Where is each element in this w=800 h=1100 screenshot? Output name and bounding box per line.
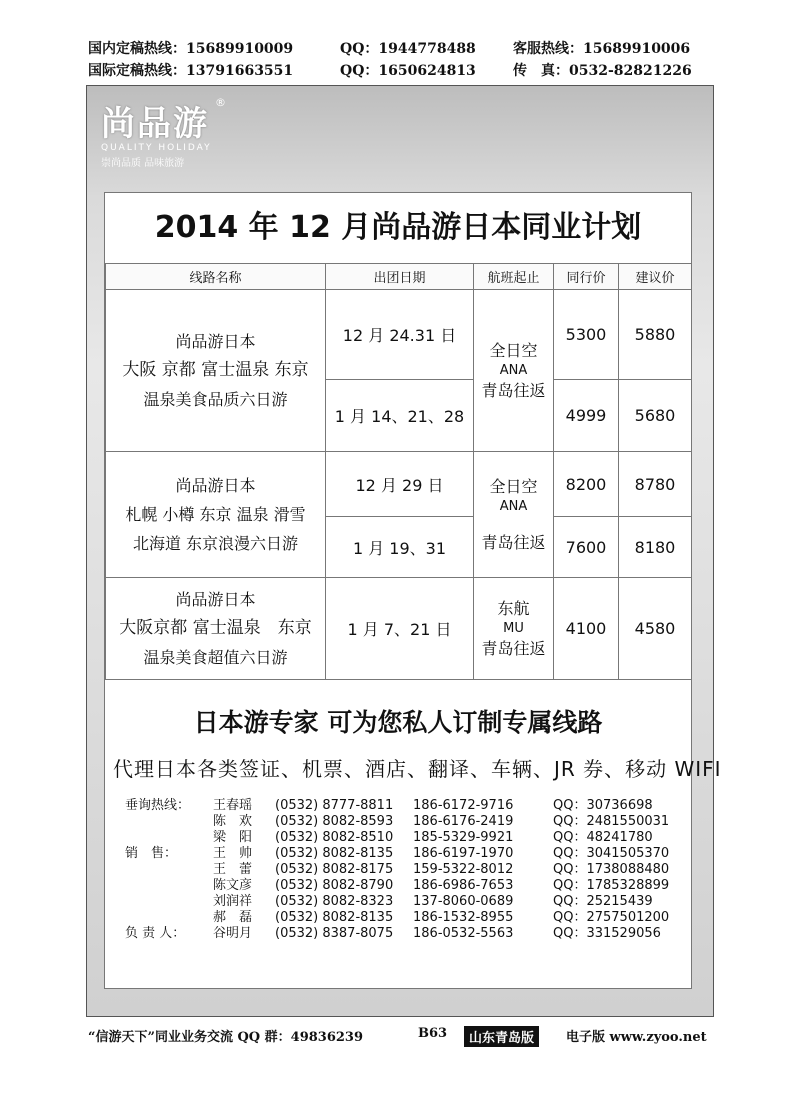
qq-group: “信游天下”同业业务交流 QQ 群：49836239: [88, 1030, 364, 1045]
peer-price: 5300: [554, 290, 619, 380]
intl-hotline: 国际定稿热线：13791663551: [88, 63, 294, 79]
plan-table: [105, 263, 692, 680]
contact-role: [125, 814, 213, 830]
edition-badge: 山东青岛版: [464, 1026, 539, 1047]
contact-table: [125, 798, 673, 942]
contact-qq: QQ：3041505370: [553, 846, 670, 861]
contact-tel: (0532) 8082-8790: [275, 878, 394, 893]
flight-cell: [474, 452, 554, 578]
table-row: [125, 910, 673, 926]
contact-qq: QQ：30736698: [553, 798, 653, 813]
brand-logo: [101, 96, 226, 169]
plan-card: [104, 192, 722, 989]
contact-qq: QQ：2757501200: [553, 910, 670, 925]
table-row: [125, 798, 673, 814]
contact-qq: QQ：1785328899: [553, 878, 670, 893]
qq-2: QQ：1650624813: [340, 63, 476, 79]
col-peer-price: 同行价: [554, 264, 619, 290]
qq-1: QQ：1944778488: [340, 41, 476, 57]
contact-qq: QQ：1738088480: [553, 862, 670, 877]
contact-tel: (0532) 8082-8323: [275, 894, 394, 909]
logo-name: 尚品游: [101, 104, 209, 144]
contact-mobile: 185-5329-9921: [413, 830, 514, 845]
page-footer: [86, 1024, 712, 1046]
logo-english: QUALITY HOLIDAY: [101, 143, 212, 153]
contact-mobile: 186-6176-2419: [413, 814, 514, 829]
contact-tel: (0532) 8082-8135: [275, 910, 394, 925]
flight-code: MU: [503, 620, 524, 636]
contact-name: 刘润祥: [213, 894, 253, 909]
registered-mark: ®: [215, 96, 226, 109]
flight-route: 青岛往返: [481, 380, 546, 400]
contact-role: 负 责 人：: [125, 926, 186, 941]
suggested-price: 8180: [619, 517, 692, 578]
contact-name: 王 帅: [213, 846, 253, 861]
flight-name: 全日空: [489, 340, 538, 360]
route-line3: 温泉美食品质六日游: [143, 390, 288, 409]
contact-role: 垂询热线：: [125, 798, 191, 813]
contact-mobile: 186-0532-5563: [413, 926, 514, 941]
contact-tel: (0532) 8082-8510: [275, 830, 394, 845]
contact-role: [125, 894, 213, 910]
contact-mobile: 159-5322-8012: [413, 862, 514, 877]
col-route: 线路名称: [106, 264, 326, 290]
contact-mobile: 186-6197-1970: [413, 846, 514, 861]
peer-price: 7600: [554, 517, 619, 578]
route-cell: [106, 578, 326, 680]
flight-route: 青岛往返: [481, 532, 546, 552]
logo-slogan: 崇尚品质 品味旅游: [101, 158, 185, 169]
date-cell: 12 月 29 日: [326, 452, 474, 517]
table-row: [125, 878, 673, 894]
date-cell: 1 月 19、31: [326, 517, 474, 578]
contact-name: 陈文彦: [213, 878, 253, 893]
flight-cell: [474, 578, 554, 680]
suggested-price: 4580: [619, 578, 692, 680]
flight-code: ANA: [499, 498, 528, 514]
contact-tel: (0532) 8082-8593: [275, 814, 394, 829]
contact-qq: QQ：2481550031: [553, 814, 670, 829]
suggested-price: 5880: [619, 290, 692, 380]
plan-title: 2014 年 12 月尚品游日本同业计划: [154, 210, 642, 245]
contact-tel: (0532) 8777-8811: [275, 798, 394, 813]
flight-code: ANA: [499, 362, 528, 378]
contact-mobile: 186-6986-7653: [413, 878, 514, 893]
col-suggested-price: 建议价: [619, 264, 692, 290]
route-line3: 温泉美食超值六日游: [143, 648, 288, 667]
contact-role: [125, 910, 213, 926]
contact-qq: QQ：48241780: [553, 830, 653, 845]
contact-name: 王春瑶: [213, 798, 253, 813]
flight-name: 东航: [497, 598, 530, 618]
plan-header-row: [106, 264, 692, 290]
contact-role: [125, 830, 213, 846]
peer-price: 4999: [554, 380, 619, 452]
flight-name: 全日空: [489, 476, 538, 496]
contact-tel: (0532) 8082-8175: [275, 862, 394, 877]
contact-name: 王 蕾: [213, 862, 253, 877]
col-date: 出团日期: [326, 264, 474, 290]
table-row: [125, 862, 673, 878]
suggested-price: 8780: [619, 452, 692, 517]
table-row: [125, 830, 673, 846]
contact-role: [125, 862, 213, 878]
contact-qq: QQ：25215439: [553, 894, 653, 909]
contact-name: 梁 阳: [213, 830, 253, 845]
contact-name: 陈 欢: [213, 814, 253, 829]
contact-name: 郝 磊: [213, 910, 253, 925]
contact-tel: (0532) 8387-8075: [275, 926, 394, 941]
flight-cell: [474, 290, 554, 452]
date-cell: 1 月 7、21 日: [326, 578, 474, 680]
table-row: [125, 846, 673, 862]
table-row: [106, 290, 692, 380]
date-cell: 1 月 14、21、28: [326, 380, 474, 452]
date-cell: 12 月 24.31 日: [326, 290, 474, 380]
table-row: [125, 814, 673, 830]
route-cell: [106, 452, 326, 578]
route-line1: 尚品游日本: [175, 332, 256, 351]
table-row: [106, 452, 692, 517]
promo-services: 代理日本各类签证、机票、酒店、翻译、车辆、JR 券、移动 WIFI: [113, 757, 722, 781]
route-line2: 大阪 京都 富士温泉 东京: [122, 360, 309, 380]
contact-tel: (0532) 8082-8135: [275, 846, 394, 861]
peer-price: 8200: [554, 452, 619, 517]
contact-name: 谷明月: [213, 926, 253, 941]
contact-mobile: 137-8060-0689: [413, 894, 514, 909]
flight-route: 青岛往返: [481, 638, 546, 658]
contact-qq: QQ：331529056: [553, 926, 661, 941]
contact-mobile: 186-1532-8955: [413, 910, 514, 925]
route-line3: 北海道 东京浪漫六日游: [132, 534, 299, 553]
suggested-price: 5680: [619, 380, 692, 452]
table-row: [125, 894, 673, 910]
contact-role: 销 售：: [125, 846, 178, 861]
domestic-hotline: 国内定稿热线：15689910009: [88, 41, 294, 57]
route-line2: 大阪京都 富士温泉 东京: [119, 618, 312, 638]
route-cell: [106, 290, 326, 452]
contact-mobile: 186-6172-9716: [413, 798, 514, 813]
service-hotline: 客服热线：15689910006: [513, 41, 691, 57]
table-row: [106, 578, 692, 680]
promo-headline: 日本游专家 可为您私人订制专属线路: [193, 708, 603, 737]
website: 电子版 www.zyoo.net: [566, 1030, 707, 1045]
page-number: B63: [418, 1026, 448, 1041]
col-flight: 航班起止: [474, 264, 554, 290]
contact-role: [125, 878, 213, 894]
table-row: [125, 926, 673, 942]
route-line1: 尚品游日本: [175, 590, 256, 609]
peer-price: 4100: [554, 578, 619, 680]
route-line1: 尚品游日本: [175, 476, 256, 495]
route-line2: 札幌 小樽 东京 温泉 滑雪: [125, 505, 306, 524]
fax: 传 真：0532-82821226: [513, 63, 692, 79]
